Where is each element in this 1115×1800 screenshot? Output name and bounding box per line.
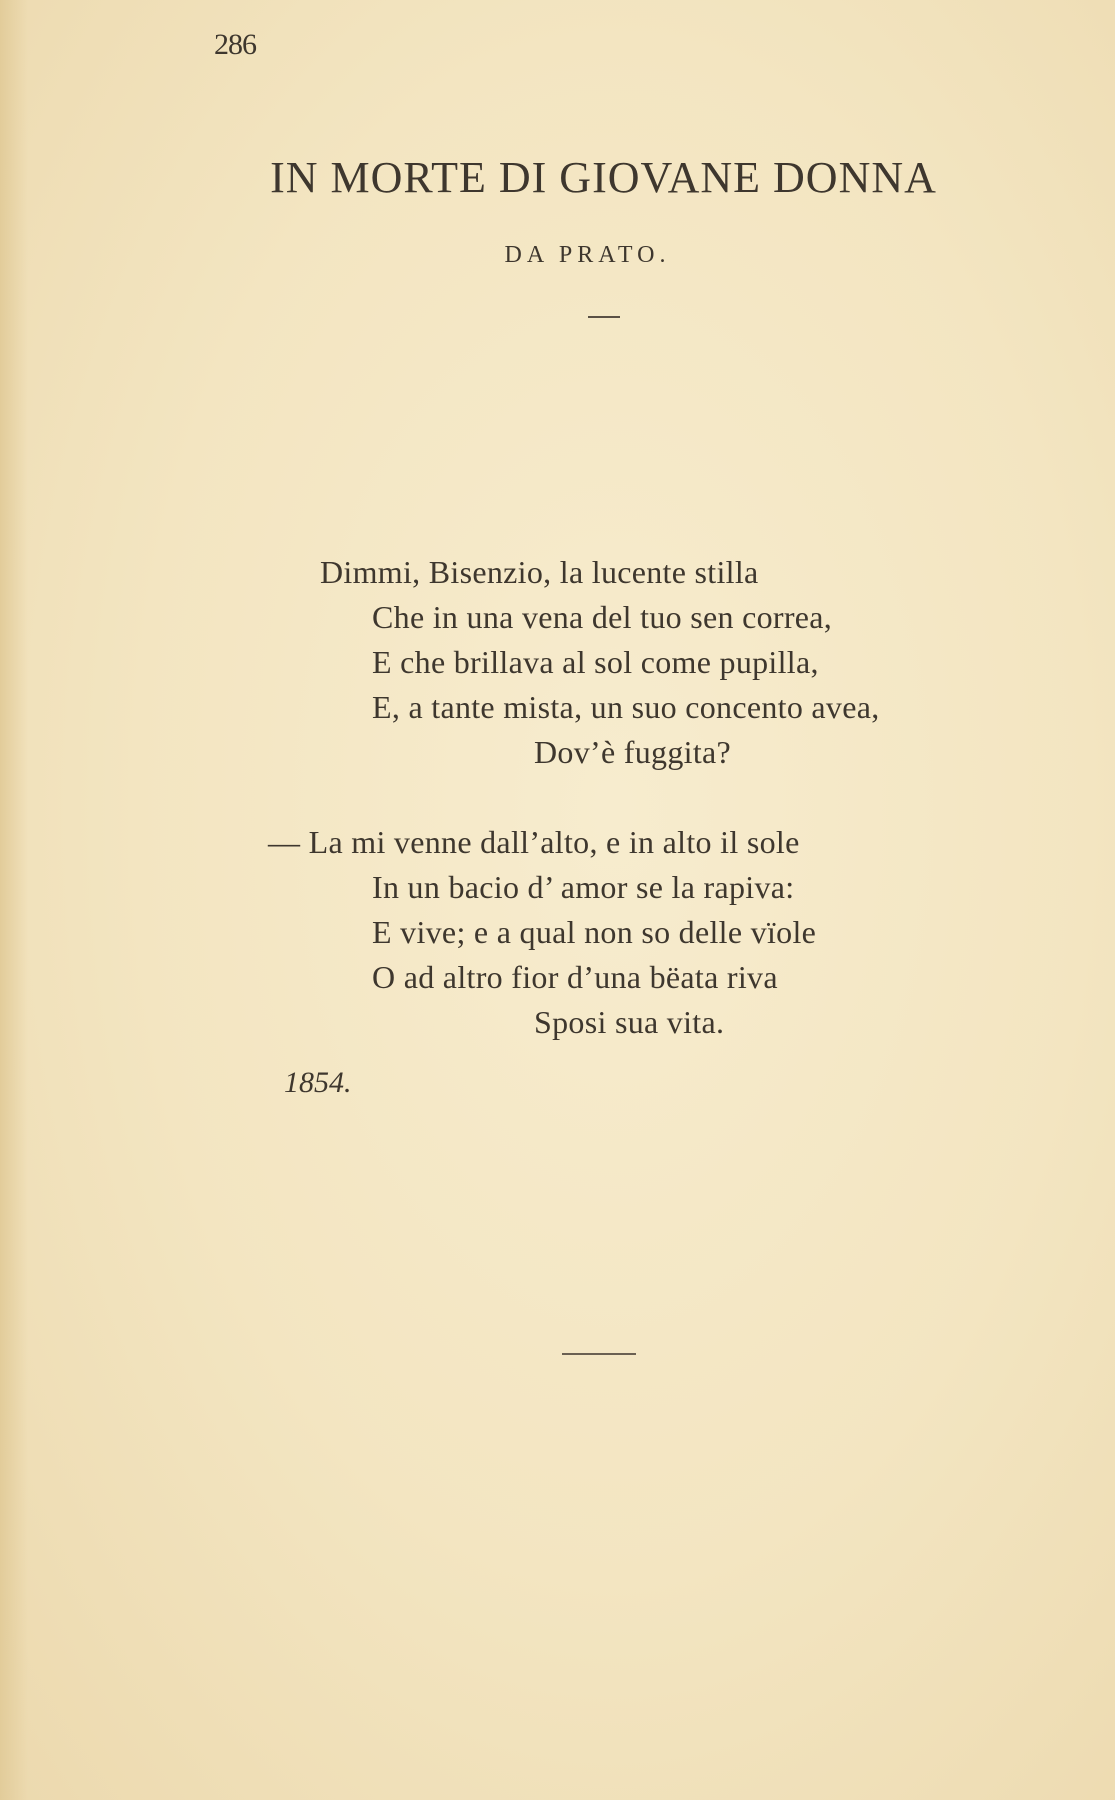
verse-line: Dov’è fuggita?	[534, 734, 732, 770]
poem-subtitle: DA PRATO.	[504, 242, 671, 268]
verse-line: — La mi venne dall’alto, e in alto il sole	[268, 824, 800, 860]
end-rule	[562, 1353, 636, 1355]
verse-line: Che in una vena del tuo sen correa,	[372, 599, 833, 635]
page-number: 286	[214, 28, 256, 61]
title-rule	[588, 316, 620, 318]
verse-line: O ad altro fior d’una bëata riva	[372, 959, 778, 995]
poem-date: 1854.	[284, 1066, 352, 1099]
verse-line: Sposi sua vita.	[534, 1004, 725, 1040]
verse-line: E vive; e a qual non so delle vïole	[372, 914, 817, 950]
verse-line: In un bacio d’ amor se la rapiva:	[372, 869, 795, 905]
poem-title: IN MORTE DI GIOVANE DONNA	[270, 153, 937, 202]
verse-line: E che brillava al sol come pupilla,	[372, 644, 819, 680]
verse-line: E, a tante mista, un suo concento avea,	[372, 689, 880, 725]
verse-line: Dimmi, Bisenzio, la lucente stilla	[320, 554, 759, 590]
